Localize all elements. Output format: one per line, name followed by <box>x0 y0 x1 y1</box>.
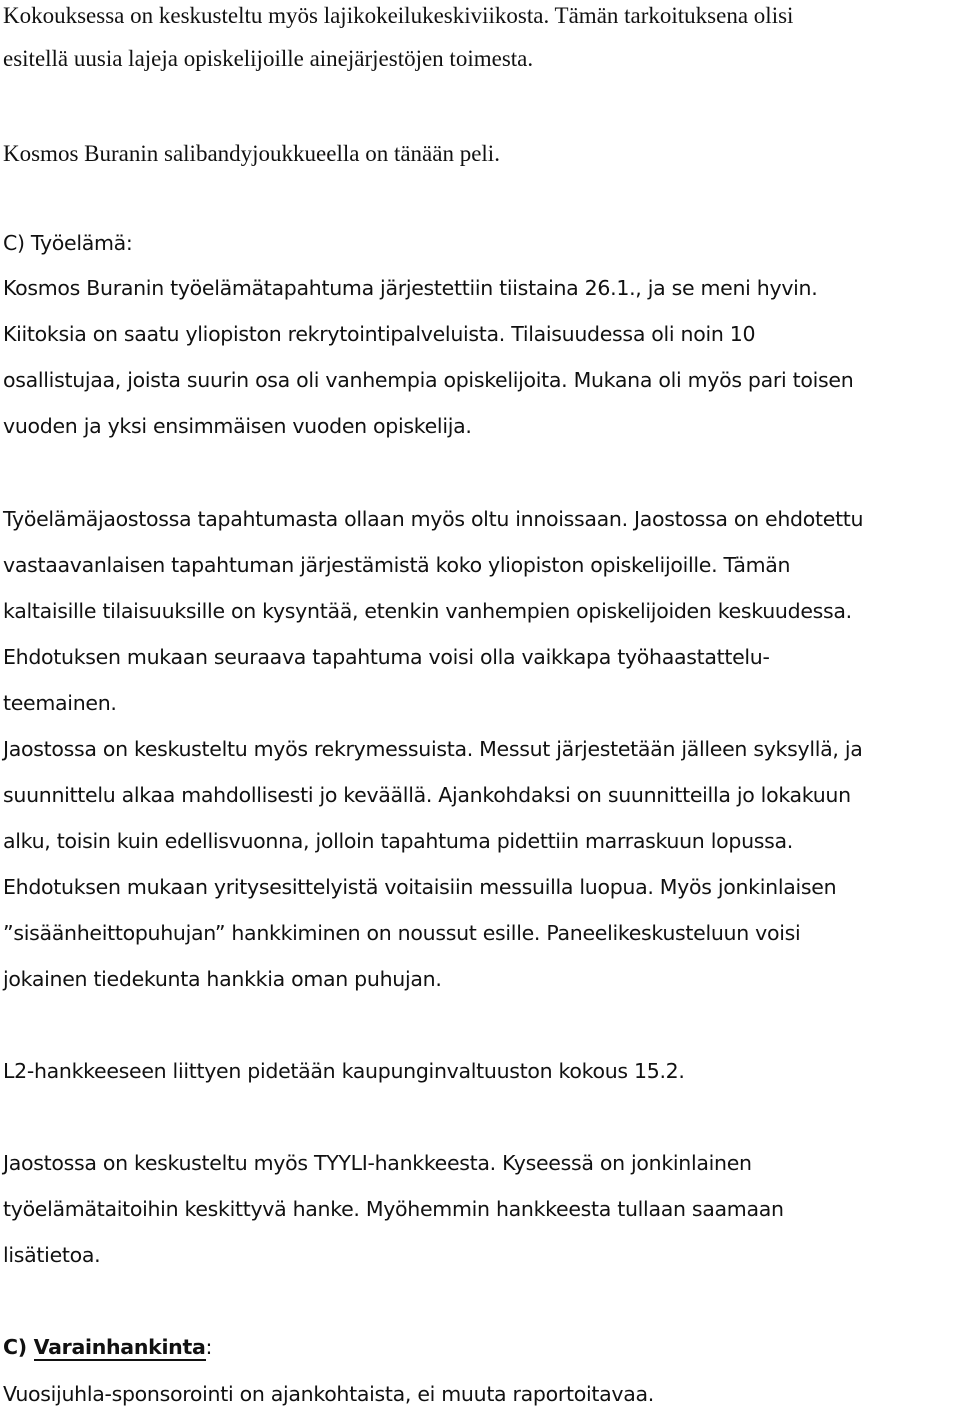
text-line: jokainen tiedekunta hankkia oman puhujan. <box>3 967 442 991</box>
section-heading-varainhankinta <box>3 1337 212 1358</box>
text-line: vastaavanlaisen tapahtuman järjestämistä koko yliopiston opiskelijoille. Tämän <box>3 553 791 577</box>
text-line: Ehdotuksen mukaan seuraava tapahtuma voisi olla vaikkapa työhaastattelu- <box>3 645 770 669</box>
text-line: L2-hankkeeseen liittyen pidetään kaupunginvaltuuston kokous 15.2. <box>3 1059 685 1083</box>
section-heading-tyoelama: C) Työelämä: <box>3 231 133 255</box>
text-line: Vuosijuhla-sponsorointi on ajankohtaista, ei muuta raportoitavaa. <box>3 1382 654 1406</box>
text-line: lisätietoa. <box>3 1243 101 1267</box>
text-line: kaltaisille tilaisuuksille on kysyntää, etenkin vanhempien opiskelijoiden keskuudessa. <box>3 599 852 623</box>
text-line: esitellä uusia lajeja opiskelijoille ainejärjestöjen toimesta. <box>3 46 534 71</box>
text-line: Ehdotuksen mukaan yritysesittelyistä voitaisiin messuilla luopua. Myös jonkinlaisen <box>3 875 837 899</box>
text-line: Jaostossa on keskusteltu myös rekrymessuista. Messut järjestetään jälleen syksyllä, ja <box>3 737 863 761</box>
heading-title: Varainhankinta <box>33 1335 206 1359</box>
text-line: teemainen. <box>3 691 117 715</box>
text-line: suunnittelu alkaa mahdollisesti jo keväällä. Ajankohdaksi on suunnitteilla jo lokakuun <box>3 783 851 807</box>
text-line: Kosmos Buranin työelämätapahtuma järjestettiin tiistaina 26.1., ja se meni hyvin. <box>3 276 818 300</box>
text-line: Työelämäjaostossa tapahtumasta ollaan myös oltu innoissaan. Jaostossa on ehdotettu <box>3 507 864 531</box>
text-line: osallistujaa, joista suurin osa oli vanhempia opiskelijoita. Mukana oli myös pari toisen <box>3 368 854 392</box>
text-line: alku, toisin kuin edellisvuonna, jolloin tapahtuma pidettiin marraskuun lopussa. <box>3 829 793 853</box>
text-line: vuoden ja yksi ensimmäisen vuoden opiskelija. <box>3 414 472 438</box>
text-line: ”sisäänheittopuhujan” hankkiminen on noussut esille. Paneelikeskusteluun voisi <box>3 921 801 945</box>
text-line: Kiitoksia on saatu yliopiston rekrytointipalveluista. Tilaisuudessa oli noin 10 <box>3 322 756 346</box>
text-line: Kokouksessa on keskusteltu myös lajikokeilukeskiviikosta. Tämän tarkoituksena olisi <box>3 3 794 28</box>
heading-prefix: C) <box>3 1335 34 1359</box>
text-line: Kosmos Buranin salibandyjoukkueella on tänään peli. <box>3 141 500 166</box>
heading-suffix: : <box>205 1335 213 1359</box>
text-line: Jaostossa on keskusteltu myös TYYLI-hankkeesta. Kyseessä on jonkinlainen <box>3 1151 752 1175</box>
text-line: työelämätaitoihin keskittyvä hanke. Myöhemmin hankkeesta tullaan saamaan <box>3 1197 784 1221</box>
